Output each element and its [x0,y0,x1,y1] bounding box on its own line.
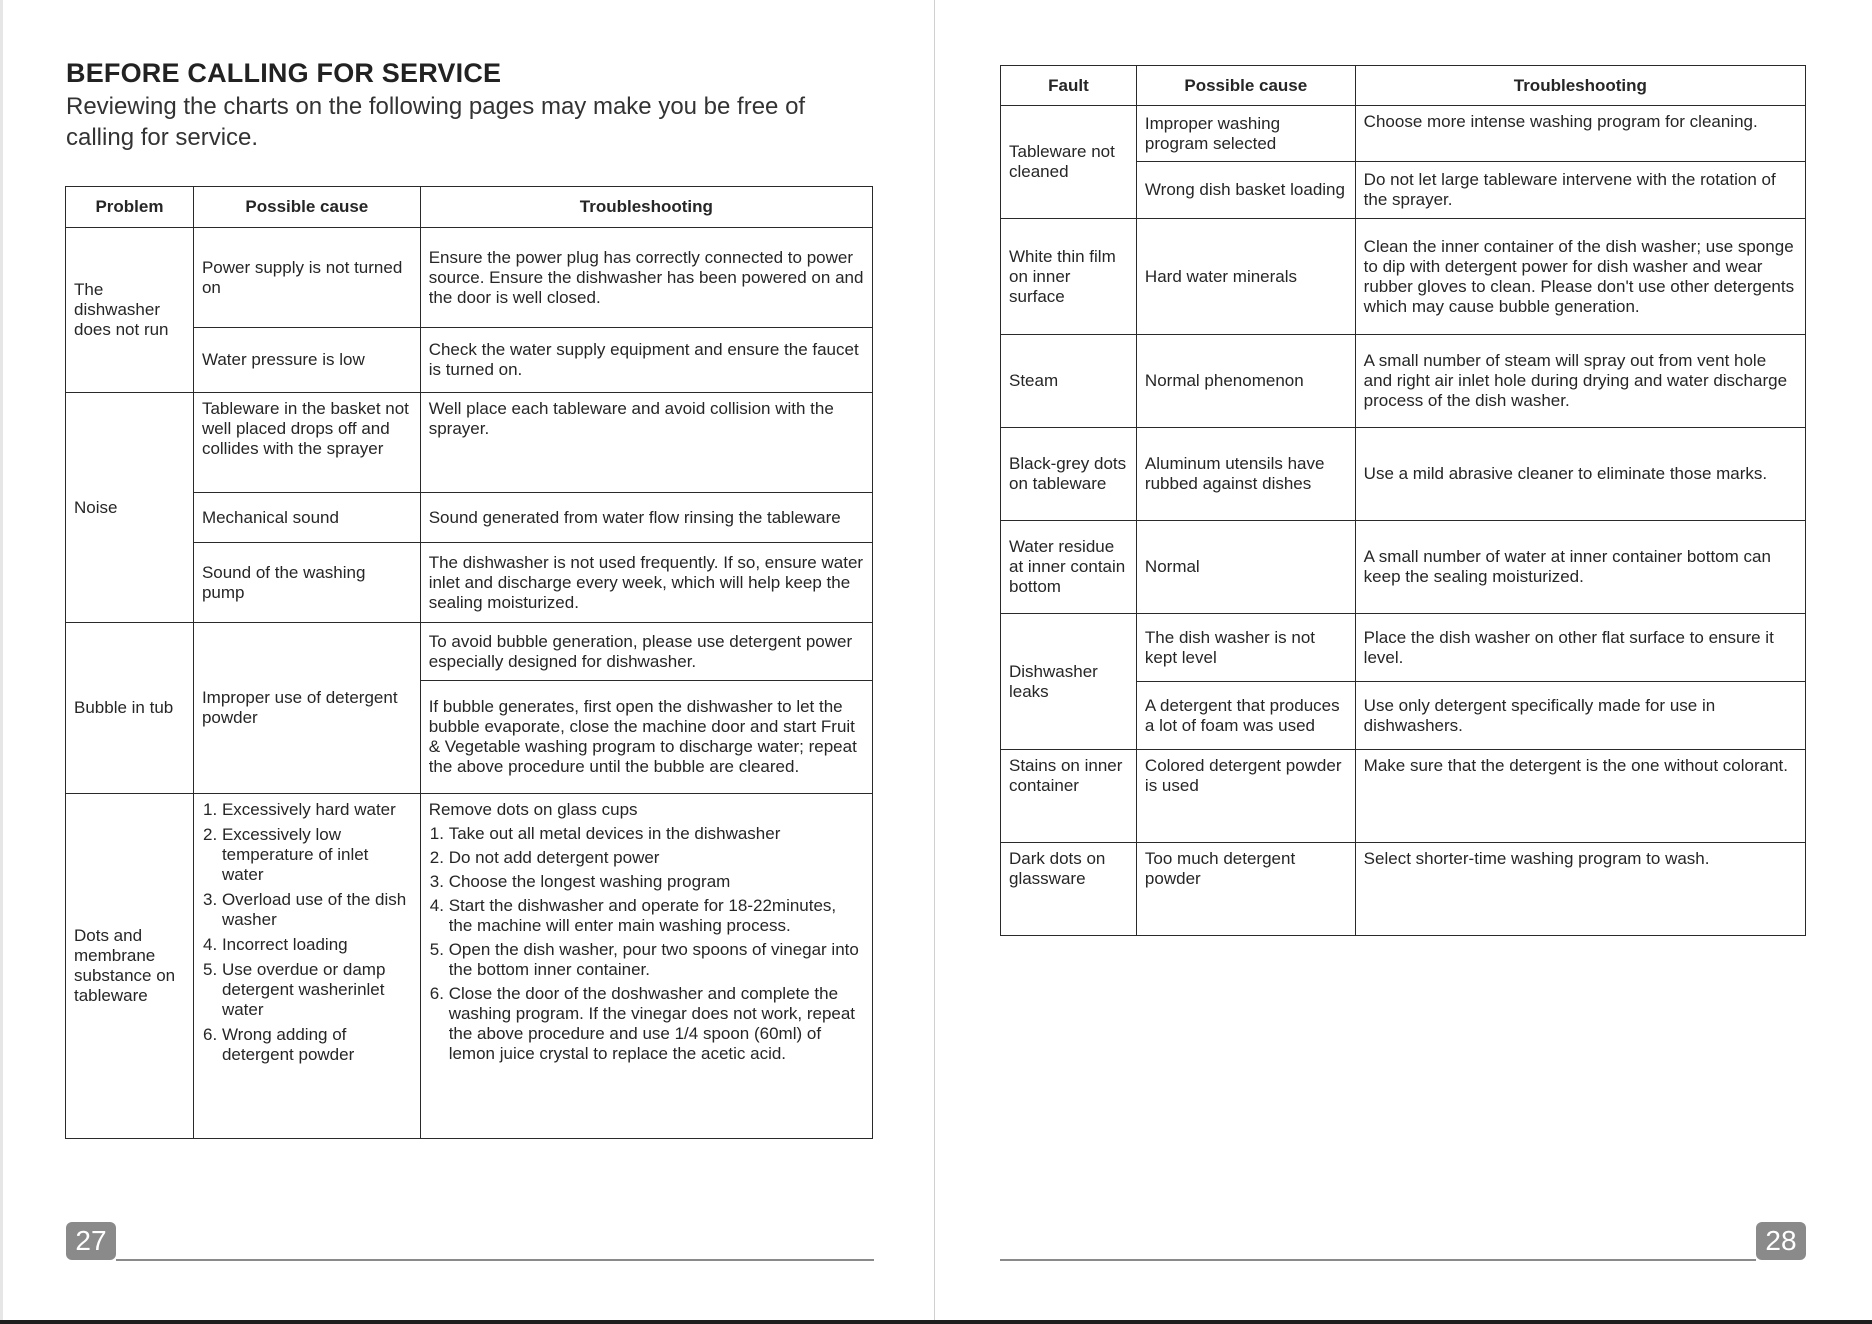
table-row [1001,219,1806,335]
fix-steps [429,824,864,1064]
fix-cell: Ensure the power plug has correctly connected to power source. Ensure the dishwasher has been powered on and the door is well closed. [420,228,872,328]
fix-cell: Make sure that the detergent is the one without colorant. [1355,750,1805,843]
fix-cell: Use a mild abrasive cleaner to eliminate those marks. [1355,428,1805,521]
fault-cell: Black-grey dots on tableware [1001,428,1137,521]
cause-cell: Hard water minerals [1136,219,1355,335]
fault-cell: Water residue at inner contain bottom [1001,521,1137,614]
fault-cell: Dishwasher leaks [1001,614,1137,750]
footer-rule [1000,1259,1756,1261]
list-item: 3. Overload use of the dish washer [222,890,412,930]
problem-cell: Noise [66,393,194,623]
fix-cell: Select shorter-time washing program to wash. [1355,843,1805,936]
fault-cell: Tableware not cleaned [1001,106,1137,219]
cause-cell: Improper washing program selected [1136,106,1355,162]
fix-cell: Sound generated from water flow rinsing the tableware [420,493,872,543]
cause-cell: A detergent that produces a lot of foam was used [1136,682,1355,750]
footer-rule [116,1259,874,1261]
table-row [1001,428,1806,521]
table-header-row [66,187,873,228]
troubleshooting-table-right [1000,65,1806,936]
cause-cell: Mechanical sound [193,493,420,543]
fault-cell: Dark dots on glassware [1001,843,1137,936]
troubleshooting-table-left [65,186,873,1139]
list-item: 2. Do not add detergent power [449,848,864,868]
fix-cell: Do not let large tableware intervene with the rotation of the sprayer. [1355,162,1805,219]
fault-cell: Stains on inner container [1001,750,1137,843]
bottom-edge [0,1320,1872,1324]
cause-cell: Normal [1136,521,1355,614]
table-row [1001,614,1806,682]
list-item: 1. Take out all metal devices in the dishwasher [449,824,864,844]
table-row [66,393,873,493]
cause-cell: Power supply is not turned on [193,228,420,328]
cause-cell: Too much detergent powder [1136,843,1355,936]
cause-cell: Sound of the washing pump [193,543,420,623]
fix-title: Remove dots on glass cups [428,800,638,819]
page-number: 27 [66,1222,116,1260]
page-heading: BEFORE CALLING FOR SERVICE [66,58,502,88]
cause-cell: Aluminum utensils have rubbed against dishes [1136,428,1355,521]
table-row [1001,521,1806,614]
right-page [936,0,1872,1320]
list-item: 4. Start the dishwasher and operate for 18-22minutes, the machine will enter main washing process. [449,896,864,936]
cause-cell: Wrong dish basket loading [1136,162,1355,219]
fix-cell: A small number of water at inner container bottom can keep the sealing moisturized. [1355,521,1805,614]
fix-cell: Choose more intense washing program for cleaning. [1355,106,1805,162]
table-row [1001,843,1806,936]
fix-cell: Well place each tableware and avoid collision with the sprayer. [420,393,872,493]
list-item: 6. Close the door of the doshwasher and complete the washing program. If the vinegar does not work, repeat the above procedure and use 1/4 spoon (60ml) of lemon juice crystal to replace the acetic acid. [449,984,864,1064]
list-item: 3. Choose the longest washing program [449,872,864,892]
table-row [66,794,873,1139]
problem-cell: The dishwasher does not run [66,228,194,393]
header-fault: Fault [1001,66,1137,106]
table-row [66,228,873,328]
page-number: 28 [1756,1222,1806,1260]
header-troubleshooting: Troubleshooting [1355,66,1805,106]
cause-cell: Normal phenomenon [1136,335,1355,428]
header-possible-cause: Possible cause [193,187,420,228]
fix-cell: Place the dish washer on other flat surface to ensure it level. [1355,614,1805,682]
header-troubleshooting: Troubleshooting [420,187,872,228]
cause-list [202,800,412,1065]
fix-cell [420,794,872,1139]
page-footer [1000,1222,1806,1260]
table-row [66,623,873,681]
header-problem: Problem [66,187,194,228]
table-row [1001,106,1806,162]
page-edge [0,0,3,1320]
fault-cell: Steam [1001,335,1137,428]
problem-cell: Dots and membrane substance on tableware [66,794,194,1139]
fix-cell: Check the water supply equipment and ensure the faucet is turned on. [420,328,872,393]
left-page [0,0,934,1320]
list-item: 1. Excessively hard water [222,800,412,820]
cause-cell: The dish washer is not kept level [1136,614,1355,682]
fix-cell: To avoid bubble generation, please use detergent power especially designed for dishwasher. [420,623,872,681]
fix-cell: A small number of steam will spray out from vent hole and right air inlet hole during drying and water discharge process of the dish washer. [1355,335,1805,428]
cause-cell: Colored detergent powder is used [1136,750,1355,843]
fix-cell: If bubble generates, first open the dishwasher to let the bubble evaporate, close the machine door and start Fruit & Vegetable washing program to discharge water; repeat the above procedure until the bubble are cleared. [420,681,872,794]
list-item: 2. Excessively low temperature of inlet water [222,825,412,885]
page-gutter [934,0,935,1320]
fault-cell: White thin film on inner surface [1001,219,1137,335]
cause-cell: Improper use of detergent powder [193,623,420,794]
fix-cell: Use only detergent specifically made for use in dishwashers. [1355,682,1805,750]
table-row [1001,750,1806,843]
fix-cell: The dishwasher is not used frequently. If so, ensure water inlet and discharge every week, which will help keep the sealing moisturized. [420,543,872,623]
cause-cell [193,794,420,1139]
cause-cell: Water pressure is low [193,328,420,393]
table-row [1001,335,1806,428]
cause-cell: Tableware in the basket not well placed drops off and collides with the sprayer [193,393,420,493]
list-item: 5. Open the dish washer, pour two spoons of vinegar into the bottom inner container. [449,940,864,980]
page-footer [66,1222,874,1260]
list-item: 5. Use overdue or damp detergent washerinlet water [222,960,412,1020]
header-possible-cause: Possible cause [1136,66,1355,106]
problem-cell: Bubble in tub [66,623,194,794]
list-item: 6. Wrong adding of detergent powder [222,1025,412,1065]
fix-cell: Clean the inner container of the dish washer; use sponge to dip with detergent power for dish washer and wear rubber gloves to clean. Please don't use other detergents which may cause bubble generation. [1355,219,1805,335]
intro-text: Reviewing the charts on the following pages may make you be free of calling for service. [66,93,806,151]
table-header-row [1001,66,1806,106]
list-item: 4. Incorrect loading [222,935,412,955]
